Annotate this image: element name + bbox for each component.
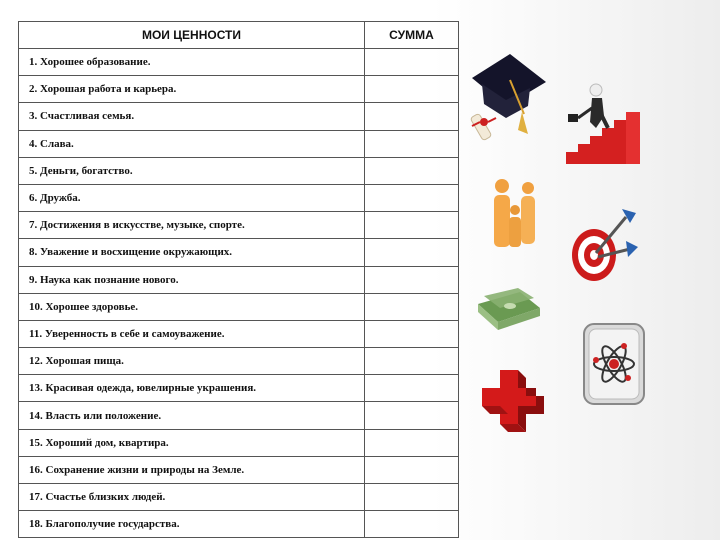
value-cell: 13. Красивая одежда, ювелирные украшения. [19, 375, 365, 402]
table-row [19, 212, 459, 239]
table-row [19, 157, 459, 184]
values-table [18, 21, 459, 538]
table-row [19, 456, 459, 483]
table-row [19, 511, 459, 538]
sum-cell[interactable] [365, 320, 459, 347]
table-row [19, 402, 459, 429]
table-row [19, 266, 459, 293]
sum-cell[interactable] [365, 49, 459, 76]
table-row [19, 484, 459, 511]
table-row [19, 49, 459, 76]
value-cell: 5. Деньги, богатство. [19, 157, 365, 184]
value-cell: 15. Хороший дом, квартира. [19, 429, 365, 456]
value-cell: 11. Уверенность в себе и самоуважение. [19, 320, 365, 347]
sum-cell[interactable] [365, 76, 459, 103]
values-table-container [18, 21, 458, 538]
sum-cell[interactable] [365, 157, 459, 184]
sum-cell[interactable] [365, 130, 459, 157]
table-row [19, 184, 459, 211]
table-row [19, 429, 459, 456]
value-cell: 12. Хорошая пища. [19, 348, 365, 375]
value-cell: 10. Хорошее здоровье. [19, 293, 365, 320]
sum-cell[interactable] [365, 402, 459, 429]
target-darts-icon [568, 205, 640, 285]
money-stack-icon [474, 286, 544, 336]
sum-cell[interactable] [365, 239, 459, 266]
value-cell: 2. Хорошая работа и карьера. [19, 76, 365, 103]
table-row [19, 239, 459, 266]
table-row [19, 293, 459, 320]
value-cell: 8. Уважение и восхищение окружающих. [19, 239, 365, 266]
header-sum: СУММА [365, 22, 459, 49]
header-values: МОИ ЦЕННОСТИ [19, 22, 365, 49]
career-stairs-icon [562, 82, 646, 174]
graduation-cap-icon [466, 48, 550, 144]
table-row [19, 130, 459, 157]
table-row [19, 320, 459, 347]
atom-icon [582, 322, 646, 406]
value-cell: 18. Благополучие государства. [19, 511, 365, 538]
sum-cell[interactable] [365, 266, 459, 293]
sum-cell[interactable] [365, 103, 459, 130]
table-row [19, 76, 459, 103]
family-icon [484, 176, 546, 254]
value-cell: 3. Счастливая семья. [19, 103, 365, 130]
value-cell: 7. Достижения в искусстве, музыке, спорте. [19, 212, 365, 239]
sum-cell[interactable] [365, 484, 459, 511]
sum-cell[interactable] [365, 511, 459, 538]
sum-cell[interactable] [365, 293, 459, 320]
sum-cell[interactable] [365, 375, 459, 402]
sum-cell[interactable] [365, 456, 459, 483]
red-cross-icon [472, 368, 556, 440]
sum-cell[interactable] [365, 429, 459, 456]
value-cell: 9. Наука как познание нового. [19, 266, 365, 293]
sum-cell[interactable] [365, 212, 459, 239]
value-cell: 4. Слава. [19, 130, 365, 157]
value-cell: 1. Хорошее образование. [19, 49, 365, 76]
table-row [19, 375, 459, 402]
sum-cell[interactable] [365, 348, 459, 375]
value-cell: 16. Сохранение жизни и природы на Земле. [19, 456, 365, 483]
table-row [19, 348, 459, 375]
value-cell: 6. Дружба. [19, 184, 365, 211]
table-row [19, 103, 459, 130]
value-cell: 17. Счастье близких людей. [19, 484, 365, 511]
sum-cell[interactable] [365, 184, 459, 211]
value-cell: 14. Власть или положение. [19, 402, 365, 429]
table-header-row [19, 22, 459, 49]
